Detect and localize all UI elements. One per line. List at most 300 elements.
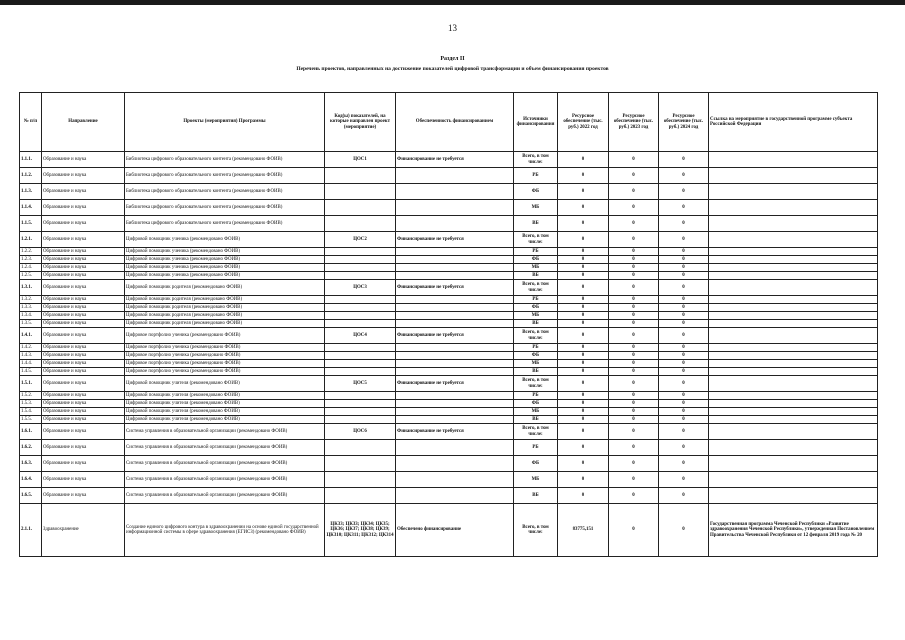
table-row bbox=[20, 304, 878, 312]
program-reference-cell bbox=[709, 264, 878, 272]
amount-2022-cell: 0 bbox=[558, 472, 609, 488]
amount-2023-cell: 0 bbox=[609, 200, 659, 216]
direction-cell: Образование и наука bbox=[42, 264, 125, 272]
amount-2022-cell: 0 bbox=[558, 440, 609, 456]
program-reference-cell bbox=[709, 232, 878, 248]
table-row bbox=[20, 320, 878, 328]
amount-2023-cell: 0 bbox=[609, 368, 659, 376]
amount-2023-cell: 0 bbox=[609, 488, 659, 504]
amount-2024-cell: 0 bbox=[659, 440, 709, 456]
financing-status-cell bbox=[396, 368, 514, 376]
amount-2022-cell: 0 bbox=[558, 328, 609, 344]
financing-status-cell bbox=[396, 440, 514, 456]
amount-2023-cell: 0 bbox=[609, 312, 659, 320]
program-reference-cell bbox=[709, 440, 878, 456]
direction-cell: Образование и наука bbox=[42, 320, 125, 328]
program-reference-cell bbox=[709, 368, 878, 376]
row-number-cell: 1.6.2. bbox=[20, 440, 42, 456]
program-reference-cell bbox=[709, 248, 878, 256]
funding-source-cell: ВБ bbox=[514, 488, 558, 504]
amount-2023-cell: 0 bbox=[609, 168, 659, 184]
amount-2024-cell: 0 bbox=[659, 200, 709, 216]
direction-cell: Образование и наука bbox=[42, 416, 125, 424]
program-reference-cell bbox=[709, 360, 878, 368]
table-row bbox=[20, 392, 878, 400]
table-row bbox=[20, 248, 878, 256]
amount-2023-cell: 0 bbox=[609, 400, 659, 408]
financing-status-cell: Финансирование не требуется bbox=[396, 152, 514, 168]
project-cell: Цифровой помощник учителя (рекомендовано ФОИВ) bbox=[125, 400, 325, 408]
amount-2022-cell: 0 bbox=[558, 344, 609, 352]
row-number-cell: 1.1.5. bbox=[20, 216, 42, 232]
page-number: 13 bbox=[448, 23, 457, 33]
funding-source-cell: Всего, в том числе: bbox=[514, 424, 558, 440]
direction-cell: Образование и наука bbox=[42, 360, 125, 368]
financing-status-cell bbox=[396, 312, 514, 320]
program-reference-cell bbox=[709, 296, 878, 304]
financing-status-cell bbox=[396, 416, 514, 424]
indicator-code-cell bbox=[325, 312, 396, 320]
project-cell: Цифровой помощник учителя (рекомендовано ФОИВ) bbox=[125, 376, 325, 392]
row-number-cell: 1.3.5. bbox=[20, 320, 42, 328]
amount-2024-cell: 0 bbox=[659, 400, 709, 408]
amount-2024-cell: 0 bbox=[659, 504, 709, 557]
table-row bbox=[20, 168, 878, 184]
amount-2022-cell: 0 bbox=[558, 368, 609, 376]
project-cell: Цифровой помощник родителя (рекомендовано ФОИВ) bbox=[125, 280, 325, 296]
amount-2024-cell: 0 bbox=[659, 424, 709, 440]
financing-status-cell bbox=[396, 264, 514, 272]
amount-2024-cell: 0 bbox=[659, 488, 709, 504]
amount-2024-cell: 0 bbox=[659, 344, 709, 352]
project-cell: Цифровой помощник родителя (рекомендовано ФОИВ) bbox=[125, 296, 325, 304]
direction-cell: Образование и наука bbox=[42, 400, 125, 408]
direction-cell: Образование и наука bbox=[42, 376, 125, 392]
financing-status-cell bbox=[396, 216, 514, 232]
direction-cell: Образование и наука bbox=[42, 472, 125, 488]
funding-source-cell: РБ bbox=[514, 296, 558, 304]
table-row bbox=[20, 416, 878, 424]
table-row bbox=[20, 232, 878, 248]
financing-status-cell: Финансирование не требуется bbox=[396, 280, 514, 296]
direction-cell: Образование и наука bbox=[42, 296, 125, 304]
financing-status-cell bbox=[396, 344, 514, 352]
row-number-cell: 1.2.3. bbox=[20, 256, 42, 264]
funding-source-cell: МБ bbox=[514, 360, 558, 368]
funding-source-cell: ФБ bbox=[514, 304, 558, 312]
indicator-code-cell bbox=[325, 440, 396, 456]
row-number-cell: 1.2.4. bbox=[20, 264, 42, 272]
row-number-cell: 1.3.3. bbox=[20, 304, 42, 312]
amount-2022-cell: 0 bbox=[558, 304, 609, 312]
row-number-cell: 1.3.1. bbox=[20, 280, 42, 296]
amount-2023-cell: 0 bbox=[609, 256, 659, 264]
direction-cell: Образование и наука bbox=[42, 256, 125, 264]
amount-2024-cell: 0 bbox=[659, 368, 709, 376]
program-reference-cell bbox=[709, 352, 878, 360]
table-row bbox=[20, 408, 878, 416]
funding-source-cell: ФБ bbox=[514, 456, 558, 472]
amount-2024-cell: 0 bbox=[659, 304, 709, 312]
indicator-code-cell bbox=[325, 456, 396, 472]
amount-2022-cell: 0 bbox=[558, 408, 609, 416]
funding-source-cell: МБ bbox=[514, 312, 558, 320]
amount-2024-cell: 0 bbox=[659, 216, 709, 232]
table-row bbox=[20, 296, 878, 304]
indicator-code-cell bbox=[325, 400, 396, 408]
project-cell: Цифровое портфолио ученика (рекомендовано ФОИВ) bbox=[125, 352, 325, 360]
amount-2023-cell: 0 bbox=[609, 304, 659, 312]
program-reference-cell bbox=[709, 376, 878, 392]
row-number-cell: 1.1.3. bbox=[20, 184, 42, 200]
project-cell: Система управления в образовательной организации (рекомендовано ФОИВ) bbox=[125, 456, 325, 472]
funding-source-cell: МБ bbox=[514, 408, 558, 416]
project-cell: Библиотека цифрового образовательного контента (рекомендовано ФОИВ) bbox=[125, 152, 325, 168]
row-number-cell: 1.3.4. bbox=[20, 312, 42, 320]
financing-status-cell bbox=[396, 296, 514, 304]
indicator-code-cell bbox=[325, 488, 396, 504]
amount-2022-cell: 0 bbox=[558, 232, 609, 248]
project-cell: Библиотека цифрового образовательного контента (рекомендовано ФОИВ) bbox=[125, 184, 325, 200]
indicator-code-cell: ЦОС5 bbox=[325, 376, 396, 392]
amount-2022-cell: 0 bbox=[558, 152, 609, 168]
indicator-code-cell: ЦОС2 bbox=[325, 232, 396, 248]
indicator-code-cell bbox=[325, 360, 396, 368]
row-number-cell: 1.4.5. bbox=[20, 368, 42, 376]
indicator-code-cell bbox=[325, 352, 396, 360]
direction-cell: Образование и наука bbox=[42, 272, 125, 280]
amount-2022-cell: 83775,151 bbox=[558, 504, 609, 557]
financing-status-cell bbox=[396, 168, 514, 184]
table-row bbox=[20, 456, 878, 472]
direction-cell: Образование и наука bbox=[42, 328, 125, 344]
financing-status-cell bbox=[396, 184, 514, 200]
amount-2022-cell: 0 bbox=[558, 360, 609, 368]
financing-status-cell bbox=[396, 352, 514, 360]
project-cell: Цифровой помощник ученика (рекомендовано ФОИВ) bbox=[125, 272, 325, 280]
row-number-cell: 1.6.5. bbox=[20, 488, 42, 504]
program-reference-cell bbox=[709, 400, 878, 408]
amount-2022-cell: 0 bbox=[558, 296, 609, 304]
direction-cell: Образование и наука bbox=[42, 216, 125, 232]
financing-status-cell bbox=[396, 256, 514, 264]
amount-2022-cell: 0 bbox=[558, 376, 609, 392]
table-row bbox=[20, 272, 878, 280]
amount-2023-cell: 0 bbox=[609, 344, 659, 352]
direction-cell: Образование и наука bbox=[42, 280, 125, 296]
funding-source-cell: ФБ bbox=[514, 400, 558, 408]
row-number-cell: 1.2.5. bbox=[20, 272, 42, 280]
amount-2023-cell: 0 bbox=[609, 184, 659, 200]
amount-2023-cell: 0 bbox=[609, 360, 659, 368]
row-number-cell: 1.5.1. bbox=[20, 376, 42, 392]
table-row bbox=[20, 424, 878, 440]
indicator-code-cell bbox=[325, 264, 396, 272]
program-reference-cell bbox=[709, 216, 878, 232]
financing-status-cell bbox=[396, 200, 514, 216]
row-number-cell: 1.6.4. bbox=[20, 472, 42, 488]
financing-status-cell: Обеспечено финансирование bbox=[396, 504, 514, 557]
indicator-code-cell bbox=[325, 408, 396, 416]
table-subtitle: Перечень проектов, направленных на достижение показателей цифровой трансформации и объем финансирования проектов bbox=[296, 66, 609, 72]
project-cell: Цифровой помощник родителя (рекомендовано ФОИВ) bbox=[125, 304, 325, 312]
amount-2023-cell: 0 bbox=[609, 328, 659, 344]
amount-2022-cell: 0 bbox=[558, 200, 609, 216]
project-cell: Цифровой помощник ученика (рекомендовано ФОИВ) bbox=[125, 248, 325, 256]
project-cell: Цифровой помощник родителя (рекомендовано ФОИВ) bbox=[125, 320, 325, 328]
funding-source-cell: ФБ bbox=[514, 352, 558, 360]
funding-source-cell: Всего, в том числе: bbox=[514, 280, 558, 296]
column-header: Ссылка на мероприятие в государственной программе субъекта Российской Федерации bbox=[709, 93, 878, 152]
amount-2022-cell: 0 bbox=[558, 312, 609, 320]
indicator-code-cell: ЦОС1 bbox=[325, 152, 396, 168]
column-header: Источники финансирования bbox=[514, 93, 558, 152]
financing-status-cell: Финансирование не требуется bbox=[396, 328, 514, 344]
column-header: Ресурсное обеспечение (тыс. руб.) 2023 год bbox=[609, 93, 659, 152]
financing-status-cell: Финансирование не требуется bbox=[396, 376, 514, 392]
amount-2023-cell: 0 bbox=[609, 320, 659, 328]
column-header: № п/п bbox=[20, 93, 42, 152]
program-reference-cell bbox=[709, 304, 878, 312]
amount-2023-cell: 0 bbox=[609, 232, 659, 248]
amount-2022-cell: 0 bbox=[558, 392, 609, 400]
amount-2022-cell: 0 bbox=[558, 264, 609, 272]
program-reference-cell bbox=[709, 184, 878, 200]
program-reference-cell bbox=[709, 256, 878, 264]
financing-status-cell bbox=[396, 248, 514, 256]
row-number-cell: 1.6.1. bbox=[20, 424, 42, 440]
amount-2024-cell: 0 bbox=[659, 408, 709, 416]
table-row bbox=[20, 152, 878, 168]
direction-cell: Образование и наука bbox=[42, 304, 125, 312]
program-reference-cell bbox=[709, 392, 878, 400]
row-number-cell: 1.6.3. bbox=[20, 456, 42, 472]
program-reference-cell bbox=[709, 488, 878, 504]
amount-2024-cell: 0 bbox=[659, 256, 709, 264]
amount-2024-cell: 0 bbox=[659, 360, 709, 368]
indicator-code-cell bbox=[325, 344, 396, 352]
project-cell: Система управления в образовательной организации (рекомендовано ФОИВ) bbox=[125, 472, 325, 488]
program-reference-cell bbox=[709, 456, 878, 472]
row-number-cell: 1.4.2. bbox=[20, 344, 42, 352]
financing-status-cell bbox=[396, 456, 514, 472]
project-cell: Система управления в образовательной организации (рекомендовано ФОИВ) bbox=[125, 440, 325, 456]
amount-2022-cell: 0 bbox=[558, 488, 609, 504]
row-number-cell: 1.5.3. bbox=[20, 400, 42, 408]
program-reference-cell bbox=[709, 416, 878, 424]
row-number-cell: 1.4.4. bbox=[20, 360, 42, 368]
amount-2023-cell: 0 bbox=[609, 376, 659, 392]
row-number-cell: 1.1.2. bbox=[20, 168, 42, 184]
indicator-code-cell bbox=[325, 256, 396, 264]
indicator-code-cell bbox=[325, 304, 396, 312]
financing-status-cell: Финансирование не требуется bbox=[396, 424, 514, 440]
amount-2022-cell: 0 bbox=[558, 456, 609, 472]
row-number-cell: 1.2.1. bbox=[20, 232, 42, 248]
direction-cell: Образование и наука bbox=[42, 408, 125, 416]
amount-2024-cell: 0 bbox=[659, 296, 709, 304]
amount-2024-cell: 0 bbox=[659, 280, 709, 296]
project-cell: Создание единого цифрового контура в здравоохранении на основе единой государственной информационной системы в сфере здравоохранения (ЕГИСЗ) (рекомендовано ФОИВ) bbox=[125, 504, 325, 557]
funding-source-cell: Всего, в том числе: bbox=[514, 376, 558, 392]
funding-source-cell: МБ bbox=[514, 264, 558, 272]
direction-cell: Образование и наука bbox=[42, 456, 125, 472]
table-row bbox=[20, 472, 878, 488]
financing-status-cell bbox=[396, 472, 514, 488]
column-header: Ресурсное обеспечение (тыс. руб.) 2024 год bbox=[659, 93, 709, 152]
project-cell: Цифровое портфолио ученика (рекомендовано ФОИВ) bbox=[125, 328, 325, 344]
amount-2023-cell: 0 bbox=[609, 352, 659, 360]
table-header-row bbox=[20, 93, 878, 152]
funding-source-cell: ВБ bbox=[514, 416, 558, 424]
amount-2024-cell: 0 bbox=[659, 416, 709, 424]
financing-status-cell bbox=[396, 320, 514, 328]
funding-source-cell: МБ bbox=[514, 472, 558, 488]
program-reference-cell bbox=[709, 320, 878, 328]
amount-2024-cell: 0 bbox=[659, 320, 709, 328]
direction-cell: Образование и наука bbox=[42, 352, 125, 360]
amount-2024-cell: 0 bbox=[659, 152, 709, 168]
financing-status-cell: Финансирование не требуется bbox=[396, 232, 514, 248]
direction-cell: Образование и наука bbox=[42, 248, 125, 256]
program-reference-cell bbox=[709, 424, 878, 440]
program-reference-cell bbox=[709, 152, 878, 168]
amount-2023-cell: 0 bbox=[609, 216, 659, 232]
project-cell: Цифровое портфолио ученика (рекомендовано ФОИВ) bbox=[125, 360, 325, 368]
table-row bbox=[20, 400, 878, 408]
amount-2023-cell: 0 bbox=[609, 248, 659, 256]
row-number-cell: 1.1.1. bbox=[20, 152, 42, 168]
column-header: Направление bbox=[42, 93, 125, 152]
amount-2024-cell: 0 bbox=[659, 272, 709, 280]
amount-2023-cell: 0 bbox=[609, 424, 659, 440]
funding-source-cell: РБ bbox=[514, 168, 558, 184]
table-row bbox=[20, 368, 878, 376]
funding-source-cell: МБ bbox=[514, 200, 558, 216]
row-number-cell: 1.4.3. bbox=[20, 352, 42, 360]
funding-source-cell: РБ bbox=[514, 440, 558, 456]
amount-2023-cell: 0 bbox=[609, 280, 659, 296]
table-row bbox=[20, 488, 878, 504]
program-reference-cell bbox=[709, 272, 878, 280]
top-border bbox=[0, 0, 905, 5]
amount-2022-cell: 0 bbox=[558, 184, 609, 200]
financing-status-cell bbox=[396, 392, 514, 400]
amount-2023-cell: 0 bbox=[609, 416, 659, 424]
financing-status-cell bbox=[396, 272, 514, 280]
amount-2022-cell: 0 bbox=[558, 216, 609, 232]
program-reference-cell bbox=[709, 408, 878, 416]
funding-source-cell: ФБ bbox=[514, 256, 558, 264]
indicator-code-cell: ЦОС6 bbox=[325, 424, 396, 440]
row-number-cell: 1.2.2. bbox=[20, 248, 42, 256]
direction-cell: Образование и наука bbox=[42, 440, 125, 456]
project-cell: Цифровое портфолио ученика (рекомендовано ФОИВ) bbox=[125, 368, 325, 376]
direction-cell: Образование и наука bbox=[42, 312, 125, 320]
table-row bbox=[20, 264, 878, 272]
amount-2023-cell: 0 bbox=[609, 296, 659, 304]
column-header: Ресурсное обеспечение (тыс. руб.) 2022 год bbox=[558, 93, 609, 152]
funding-source-cell: ФБ bbox=[514, 184, 558, 200]
direction-cell: Образование и наука bbox=[42, 232, 125, 248]
amount-2022-cell: 0 bbox=[558, 168, 609, 184]
project-cell: Цифровой помощник ученика (рекомендовано ФОИВ) bbox=[125, 256, 325, 264]
amount-2023-cell: 0 bbox=[609, 264, 659, 272]
table-row bbox=[20, 184, 878, 200]
project-cell: Цифровой помощник учителя (рекомендовано ФОИВ) bbox=[125, 392, 325, 400]
indicator-code-cell: ЦК33; ЦК33; ЦК34; ЦК35; ЦК36; ЦК37; ЦК38; ЦК39; ЦК310; ЦК311; ЦК312; ЦК314 bbox=[325, 504, 396, 557]
indicator-code-cell bbox=[325, 248, 396, 256]
section-title: Раздел II bbox=[440, 56, 465, 62]
amount-2024-cell: 0 bbox=[659, 248, 709, 256]
funding-source-cell: РБ bbox=[514, 344, 558, 352]
amount-2022-cell: 0 bbox=[558, 352, 609, 360]
amount-2024-cell: 0 bbox=[659, 264, 709, 272]
amount-2023-cell: 0 bbox=[609, 440, 659, 456]
program-reference-cell: Государственная программа Чеченской Республики «Развитие здравоохранения Чеченской Республики», утвержденная Постановлением Правительства Чеченской Республики от 12 февраля 2019 года № 20 bbox=[709, 504, 878, 557]
amount-2023-cell: 0 bbox=[609, 272, 659, 280]
table-row bbox=[20, 360, 878, 368]
row-number-cell: 1.5.2. bbox=[20, 392, 42, 400]
program-reference-cell bbox=[709, 168, 878, 184]
amount-2024-cell: 0 bbox=[659, 328, 709, 344]
table-row bbox=[20, 344, 878, 352]
project-cell: Система управления в образовательной организации (рекомендовано ФОИВ) bbox=[125, 424, 325, 440]
funding-source-cell: Всего, в том числе: bbox=[514, 232, 558, 248]
project-cell: Цифровой помощник родителя (рекомендовано ФОИВ) bbox=[125, 312, 325, 320]
program-reference-cell bbox=[709, 344, 878, 352]
indicator-code-cell: ЦОС3 bbox=[325, 280, 396, 296]
amount-2023-cell: 0 bbox=[609, 392, 659, 400]
funding-source-cell: РБ bbox=[514, 392, 558, 400]
financing-status-cell bbox=[396, 408, 514, 416]
direction-cell: Здравоохранение bbox=[42, 504, 125, 557]
financing-status-cell bbox=[396, 488, 514, 504]
amount-2022-cell: 0 bbox=[558, 320, 609, 328]
amount-2024-cell: 0 bbox=[659, 184, 709, 200]
funding-source-cell: РБ bbox=[514, 248, 558, 256]
direction-cell: Образование и наука bbox=[42, 200, 125, 216]
funding-source-cell: ВБ bbox=[514, 368, 558, 376]
program-reference-cell bbox=[709, 328, 878, 344]
indicator-code-cell bbox=[325, 184, 396, 200]
funding-source-cell: ВБ bbox=[514, 216, 558, 232]
indicator-code-cell bbox=[325, 320, 396, 328]
financing-status-cell bbox=[396, 304, 514, 312]
amount-2024-cell: 0 bbox=[659, 232, 709, 248]
amount-2024-cell: 0 bbox=[659, 472, 709, 488]
financing-status-cell bbox=[396, 360, 514, 368]
table-row bbox=[20, 216, 878, 232]
amount-2024-cell: 0 bbox=[659, 352, 709, 360]
column-header: Обеспеченность финансированием bbox=[396, 93, 514, 152]
indicator-code-cell bbox=[325, 200, 396, 216]
amount-2022-cell: 0 bbox=[558, 424, 609, 440]
indicator-code-cell bbox=[325, 392, 396, 400]
funding-source-cell: Всего, в том числе: bbox=[514, 328, 558, 344]
table-row bbox=[20, 504, 878, 557]
table-row bbox=[20, 312, 878, 320]
table-row bbox=[20, 200, 878, 216]
table-row bbox=[20, 280, 878, 296]
direction-cell: Образование и наука bbox=[42, 152, 125, 168]
table-row bbox=[20, 440, 878, 456]
row-number-cell: 1.3.2. bbox=[20, 296, 42, 304]
table-row bbox=[20, 376, 878, 392]
row-number-cell: 1.4.1. bbox=[20, 328, 42, 344]
indicator-code-cell bbox=[325, 272, 396, 280]
row-number-cell: 1.5.5. bbox=[20, 416, 42, 424]
